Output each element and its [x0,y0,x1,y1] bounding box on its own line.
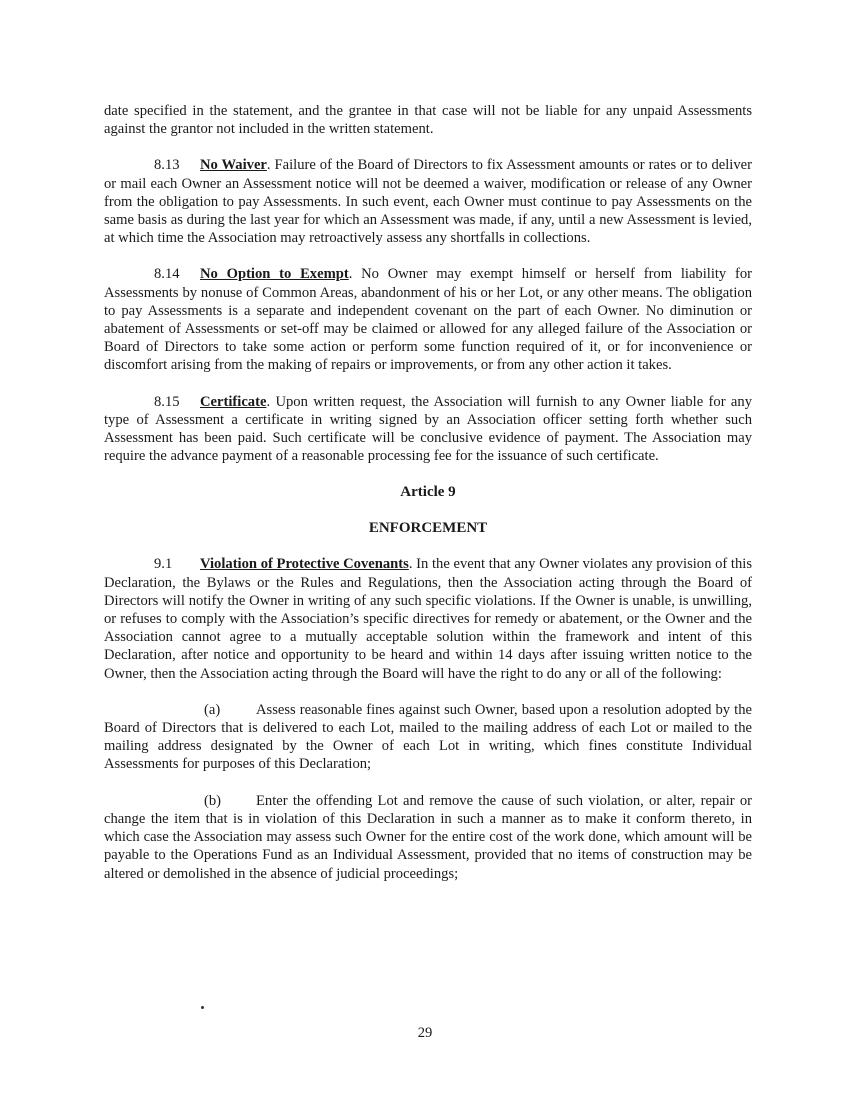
subsection-a [104,701,752,774]
section-heading: Certificate [200,393,267,410]
document-page [104,102,752,883]
subsection-label: (a) [204,701,221,718]
scan-speck [201,1006,204,1009]
section-number: 8.14 [154,266,180,283]
section-number: 9.1 [154,556,173,573]
section-8-13 [104,156,752,247]
section-text: . In the event that any Owner violates any provision of this Declaration, the Bylaws or the Rules and Regulations, then the Association acting through the Board of Directors will notify the Owner in writing of any such specific violations. If the Owner is unable, is unwilling, or refuses to comply with the Association’s specific directives for remedy or abatement, or the Owner and the Association cannot agree to a mutually acceptable solution within the framework and intent of this Declaration, after notice and opportunity to be heard and within 14 days after issuing written notice to the Owner, then the Association acting through the Board will have the right to do any or all of the following: [104,556,752,682]
article-title: ENFORCEMENT [368,520,488,537]
section-8-14 [104,265,752,374]
article-label: Article 9 [400,484,456,501]
subsection-b [104,792,752,883]
subsection-text: Assess reasonable fines against such Owner, based upon a resolution adopted by the Board of Directors that is delivered to each Lot, mailed to the mailing address of each Lot or mailed to the mailing address designated by the Owner of each Lot in writing, which fines constitute Individual Assessments for purposes of this Declaration; [104,701,752,773]
section-number: 8.13 [154,157,180,174]
subsection-label: (b) [204,792,222,809]
section-8-15 [104,393,752,466]
section-text: . Failure of the Board of Directors to fix Assessment amounts or rates or to deliver or mail each Owner an Assessment notice will not be deemed a waiver, modification or release of any Owner from the obligation to pay Assessments. In such event, each Owner must continue to pay Assessments on the same basis as during the last year for which an Assessment was made, if any, until a new Assessment is levied, at which time the Association may retroactively assess any shortfalls in collections. [104,157,752,247]
section-text: . No Owner may exempt himself or herself from liability for Assessments by nonuse of Common Areas, abandonment of his or her Lot, or any other means. The obligation to pay Assessments is a separate and independent covenant on the part of each Owner. No diminution or abatement of Assessments or set-off may be claimed or allowed for any alleged failure of the Association or Board of Directors to take some action or perform some function required of it, or for inconvenience or discomfort arising from the making of repairs or improvements, or from any other action it takes. [104,266,753,374]
section-heading: No Option to Exempt [200,266,349,283]
section-number: 8.15 [154,393,180,410]
section-heading: Violation of Protective Covenants [200,556,409,573]
page-number: 29 [417,1025,433,1041]
continuation-paragraph: date specified in the statement, and the grantee in that case will not be liable for any unpaid Assessments against the grantor not included in the written statement. [104,103,752,138]
section-heading: No Waiver [200,157,267,174]
section-text: . Upon written request, the Association will furnish to any Owner liable for any type of Assessment a certificate in writing signed by an Association officer setting forth whether such Assessment has been paid. Such certificate will be conclusive evidence of payment. The Association may require the advance payment of a reasonable processing fee for the issuance of such certificate. [104,393,752,465]
section-9-1 [104,555,752,682]
subsection-text: Enter the offending Lot and remove the cause of such violation, or alter, repair or change the item that is in violation of this Declaration in such a manner as to make it conform thereto, in which case the Association may assess such Owner for the entire cost of the work done, which amount will be payable to the Operations Fund as an Individual Assessment, provided that no items of construction may be altered or demolished in the absence of judicial proceedings; [104,792,752,882]
